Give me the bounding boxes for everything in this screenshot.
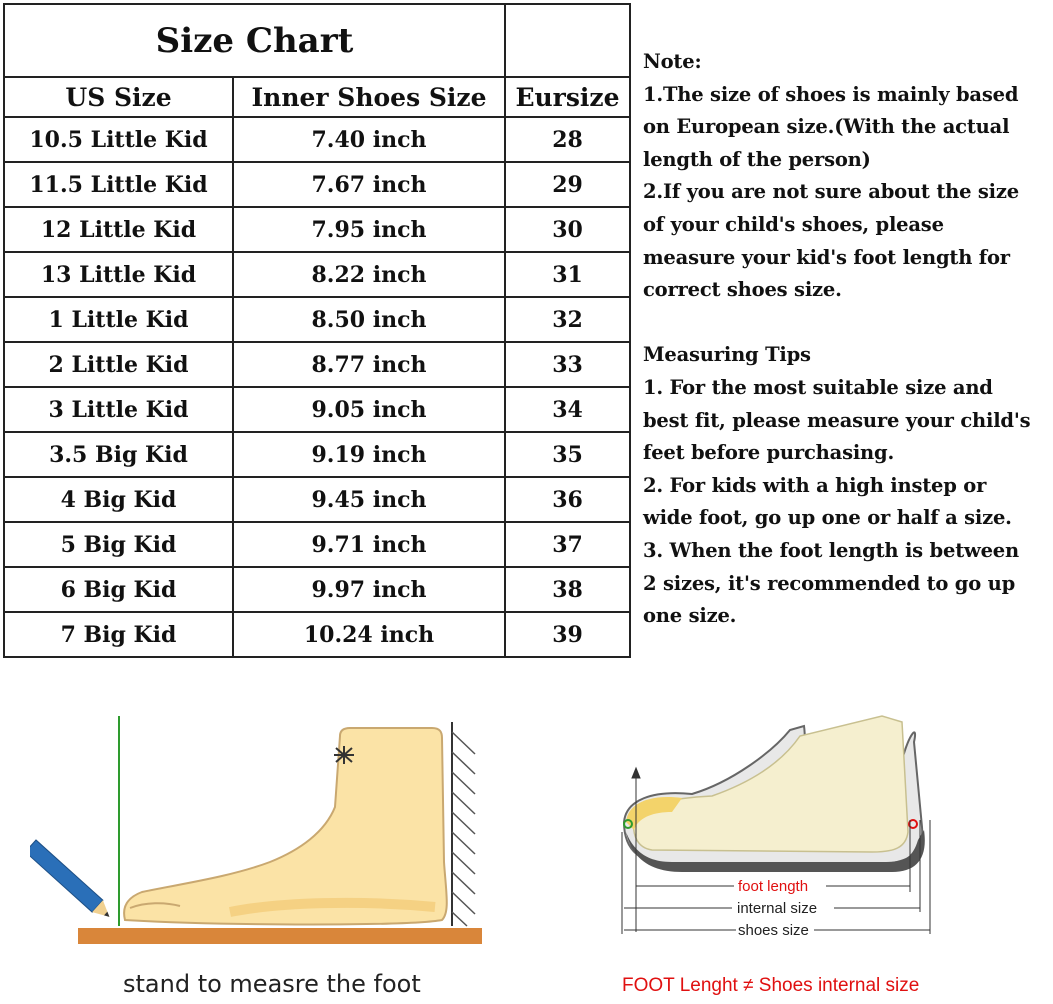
us-size-cell: 2 Little Kid xyxy=(4,342,233,387)
table-row xyxy=(4,117,630,162)
shoes-size-label: shoes size xyxy=(738,922,809,939)
us-size-cell: 11.5 Little Kid xyxy=(4,162,233,207)
us-size-cell: 3 Little Kid xyxy=(4,387,233,432)
header-eursize: Eursize xyxy=(505,77,630,117)
us-size-cell: 6 Big Kid xyxy=(4,567,233,612)
note-heading: Note: xyxy=(643,50,702,73)
note-line: one size. xyxy=(643,604,737,628)
table-row xyxy=(4,207,630,252)
table-row xyxy=(4,567,630,612)
inner-shoes-size-cell: 7.40 inch xyxy=(233,117,505,162)
table-row xyxy=(4,252,630,297)
eursize-cell: 28 xyxy=(505,117,630,162)
table-row xyxy=(4,162,630,207)
table-row xyxy=(4,387,630,432)
title-row xyxy=(4,4,630,77)
inner-shoes-size-cell: 8.77 inch xyxy=(233,342,505,387)
notes-panel xyxy=(643,46,1053,633)
eursize-cell: 38 xyxy=(505,567,630,612)
note-line: 3. When the foot length is between xyxy=(643,538,1019,562)
eursize-cell: 30 xyxy=(505,207,630,252)
eursize-cell: 34 xyxy=(505,387,630,432)
note-line: of your child's shoes, please xyxy=(643,212,944,236)
eursize-cell: 31 xyxy=(505,252,630,297)
us-size-cell: 10.5 Little Kid xyxy=(4,117,233,162)
table-row xyxy=(4,612,630,657)
eursize-cell: 35 xyxy=(505,432,630,477)
table-row xyxy=(4,522,630,567)
inner-shoes-size-cell: 9.05 inch xyxy=(233,387,505,432)
table-row xyxy=(4,297,630,342)
us-size-cell: 5 Big Kid xyxy=(4,522,233,567)
inner-shoes-size-cell: 8.22 inch xyxy=(233,252,505,297)
inner-shoes-size-cell: 9.19 inch xyxy=(233,432,505,477)
size-chart-title: Size Chart xyxy=(4,4,505,77)
inner-shoes-size-cell: 7.95 inch xyxy=(233,207,505,252)
us-size-cell: 3.5 Big Kid xyxy=(4,432,233,477)
note-line: 2.If you are not sure about the size xyxy=(643,180,1019,204)
floor-bar xyxy=(78,928,482,944)
inner-shoes-size-cell: 10.24 inch xyxy=(233,612,505,657)
us-size-cell: 12 Little Kid xyxy=(4,207,233,252)
note-line: 1. For the most suitable size and xyxy=(643,375,993,399)
note-line: measure your kid's foot length for xyxy=(643,245,1010,269)
foot-inside xyxy=(634,716,908,852)
eursize-cell: 36 xyxy=(505,477,630,522)
table-row xyxy=(4,432,630,477)
size-chart-table xyxy=(3,3,631,658)
inner-shoes-size-cell: 8.50 inch xyxy=(233,297,505,342)
internal-size-label: internal size xyxy=(737,900,818,917)
shoe-size-illustration xyxy=(612,712,942,952)
header-row xyxy=(4,77,630,117)
note-line xyxy=(643,307,1053,340)
inner-shoes-size-cell: 9.71 inch xyxy=(233,522,505,567)
note-line: correct shoes size. xyxy=(643,278,842,302)
note-line: 2. For kids with a high instep or xyxy=(643,473,987,497)
eursize-cell: 39 xyxy=(505,612,630,657)
note-line: best fit, please measure your child's xyxy=(643,408,1031,432)
header-us-size: US Size xyxy=(4,77,233,117)
us-size-cell: 1 Little Kid xyxy=(4,297,233,342)
note-line: wide foot, go up one or half a size. xyxy=(643,506,1012,530)
note-line: 1.The size of shoes is mainly based xyxy=(643,82,1019,106)
right-caption: FOOT Lenght ≠ Shoes internal size xyxy=(622,975,920,996)
inner-shoes-size-cell: 9.45 inch xyxy=(233,477,505,522)
measuring-tips-heading: Measuring Tips xyxy=(643,343,811,367)
table-row xyxy=(4,342,630,387)
inner-shoes-size-cell: 9.97 inch xyxy=(233,567,505,612)
eursize-cell: 32 xyxy=(505,297,630,342)
left-caption: stand to measre the foot xyxy=(123,970,421,998)
eursize-cell: 33 xyxy=(505,342,630,387)
eursize-cell: 37 xyxy=(505,522,630,567)
note-line: length of the person) xyxy=(643,147,871,171)
us-size-cell: 4 Big Kid xyxy=(4,477,233,522)
ankle-mark xyxy=(334,746,354,764)
note-line: on European size.(With the actual xyxy=(643,115,1010,139)
header-inner-shoes-size: Inner Shoes Size xyxy=(233,77,505,117)
foot-measure-illustration xyxy=(30,712,500,952)
note-line: feet before purchasing. xyxy=(643,441,895,465)
inner-shoes-size-cell: 7.67 inch xyxy=(233,162,505,207)
note-line: 2 sizes, it's recommended to go up xyxy=(643,571,1016,595)
table-row xyxy=(4,477,630,522)
title-blank-cell xyxy=(505,4,630,77)
foot-length-label: foot length xyxy=(738,878,809,895)
hatched-wall xyxy=(452,722,475,926)
us-size-cell: 7 Big Kid xyxy=(4,612,233,657)
foot-shape xyxy=(124,728,447,925)
us-size-cell: 13 Little Kid xyxy=(4,252,233,297)
pencil-icon xyxy=(30,840,115,923)
eursize-cell: 29 xyxy=(505,162,630,207)
